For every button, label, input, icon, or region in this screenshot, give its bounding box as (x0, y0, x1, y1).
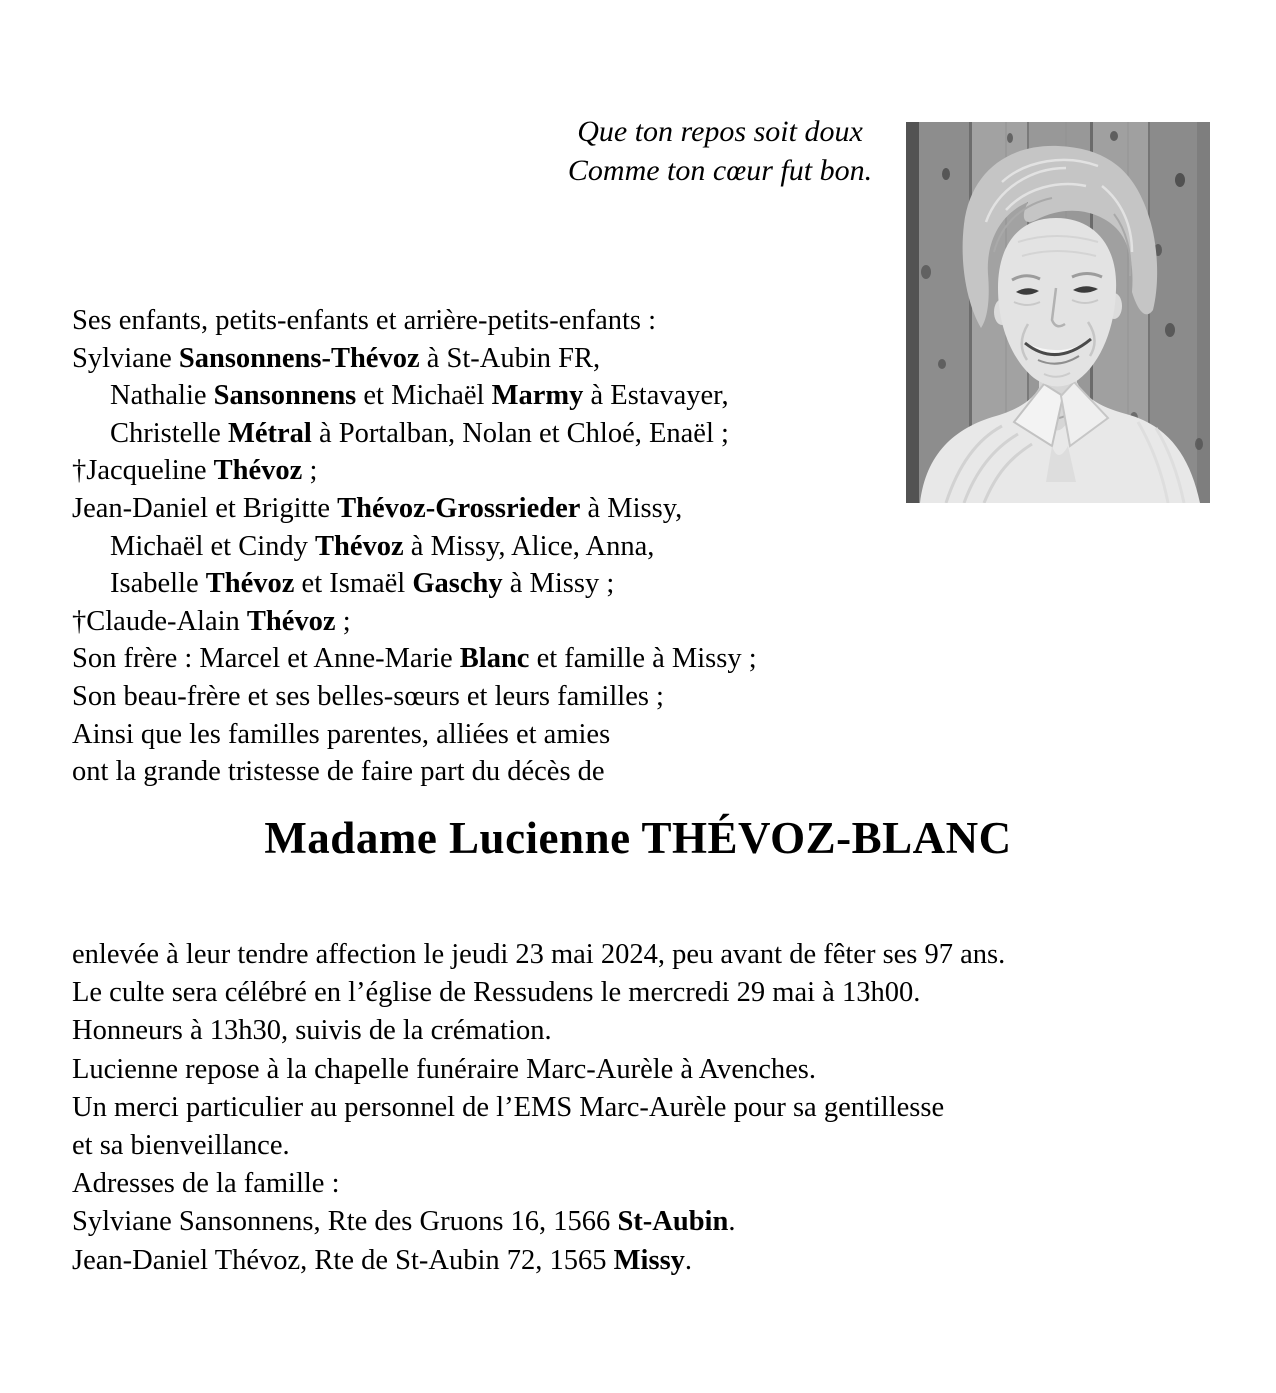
funeral-details-line (72, 1242, 1005, 1280)
text-segment: Jean-Daniel Thévoz, Rte de St-Aubin 72, 1565 (72, 1244, 614, 1276)
text-segment: Sylviane (72, 342, 179, 374)
family-list-line (72, 377, 757, 415)
text-segment: Isabelle (110, 568, 206, 600)
text-segment: à St-Aubin FR, (419, 342, 601, 374)
text-segment: ; (302, 455, 318, 487)
funeral-details (72, 936, 1005, 1280)
funeral-details-line (72, 1051, 1005, 1089)
text-segment: ; (335, 605, 351, 637)
surname-bold: Marmy (491, 380, 584, 412)
surname-bold: Sansonnens-Thévoz (178, 342, 420, 374)
surname-bold: Thévoz (213, 455, 303, 487)
text-segment: Son frère : Marcel et Anne-Marie (72, 643, 460, 675)
text-segment: Christelle (110, 417, 228, 449)
text-segment: à Missy, (580, 492, 683, 524)
family-list-line (72, 603, 757, 641)
funeral-details-line (72, 1203, 1005, 1241)
surname-bold: Thévoz (315, 530, 404, 562)
text-segment: Nathalie (110, 380, 214, 412)
portrait-photo-graphic (906, 122, 1210, 503)
surname-bold: Gaschy (412, 568, 503, 600)
text-segment: Son beau-frère et ses belles-sœurs et leurs familles ; (72, 680, 664, 712)
funeral-details-line (72, 936, 1005, 974)
family-list-line (72, 753, 757, 791)
surname-bold: Thévoz (246, 605, 336, 637)
surname-bold: Thévoz-Grossrieder (337, 492, 581, 524)
family-list-line (72, 640, 757, 678)
text-segment: . (728, 1206, 736, 1238)
text-segment: à Missy, Alice, Anna, (403, 530, 655, 562)
family-list-line (72, 452, 757, 490)
text-segment: à Missy ; (502, 568, 615, 600)
text-segment: †Claude-Alain (72, 605, 247, 637)
family-list-line (72, 490, 757, 528)
funeral-details-line (72, 1012, 1005, 1050)
text-segment: Ses enfants, petits-enfants et arrière-petits-enfants : (72, 305, 657, 336)
text-segment: Lucienne repose à la chapelle funéraire Marc-Aurèle à Avenches. (72, 1053, 817, 1085)
family-list-line (72, 415, 757, 453)
funeral-details-line (72, 1089, 1005, 1127)
text-segment: . (684, 1244, 693, 1276)
text-segment: Le culte sera célébré en l’église de Ressudens le mercredi 29 mai à 13h00. (72, 977, 921, 1009)
text-segment: Comme ton cœur fut bon. (567, 154, 873, 187)
family-list-line (72, 565, 757, 603)
text-segment: et Michaël (356, 380, 492, 412)
surname-bold: Missy (613, 1244, 685, 1276)
funeral-details-line (72, 974, 1005, 1012)
text-segment: à Estavayer, (583, 380, 729, 412)
text-segment: Michaël et Cindy (110, 530, 315, 562)
family-list-line (72, 678, 757, 716)
text-segment: Que ton repos soit doux (577, 115, 863, 148)
text-segment: Honneurs à 13h30, suivis de la crémation. (72, 1015, 552, 1047)
surname-bold: Thévoz (205, 568, 295, 600)
text-segment: Ainsi que les familles parentes, alliées et amies (72, 718, 611, 750)
text-segment: Jean-Daniel et Brigitte (72, 492, 338, 524)
text-segment: Sylviane Sansonnens, Rte des Gruons 16, 1566 (72, 1206, 618, 1238)
text-segment: †Jacqueline (72, 455, 214, 487)
surname-bold: Sansonnens (213, 380, 357, 412)
text-segment: et famille à Missy ; (529, 643, 757, 675)
text-segment: à Portalban, Nolan et Chloé, Enaël ; (311, 417, 729, 449)
surname-bold: Blanc (459, 643, 530, 675)
text-segment: enlevée à leur tendre affection le jeudi 23 mai 2024, peu avant de fêter ses 97 ans. (72, 939, 1006, 970)
text-segment: ont la grande tristesse de faire part du décès de (72, 756, 605, 788)
epitaph-quote-line (520, 112, 920, 151)
family-list-line (72, 528, 757, 566)
surname-bold: St-Aubin (617, 1206, 729, 1238)
epitaph-quote-line (520, 151, 920, 190)
family-list-line (72, 716, 757, 754)
text-segment: et Ismaël (294, 568, 413, 600)
family-list (72, 302, 757, 791)
funeral-details-line (72, 1165, 1005, 1203)
deceased-name-title: Madame Lucienne THÉVOZ-BLANC (264, 813, 1012, 863)
text-segment: Adresses de la famille : (72, 1168, 340, 1200)
family-list-line (72, 302, 757, 340)
text-segment: Un merci particulier au personnel de l’EMS Marc-Aurèle pour sa gentillesse (72, 1091, 945, 1123)
funeral-details-line (72, 1127, 1005, 1165)
portrait-photo (906, 122, 1210, 503)
surname-bold: Métral (227, 417, 312, 449)
epitaph-quote (520, 112, 920, 190)
family-list-line (72, 340, 757, 378)
text-segment: et sa bienveillance. (72, 1130, 290, 1162)
